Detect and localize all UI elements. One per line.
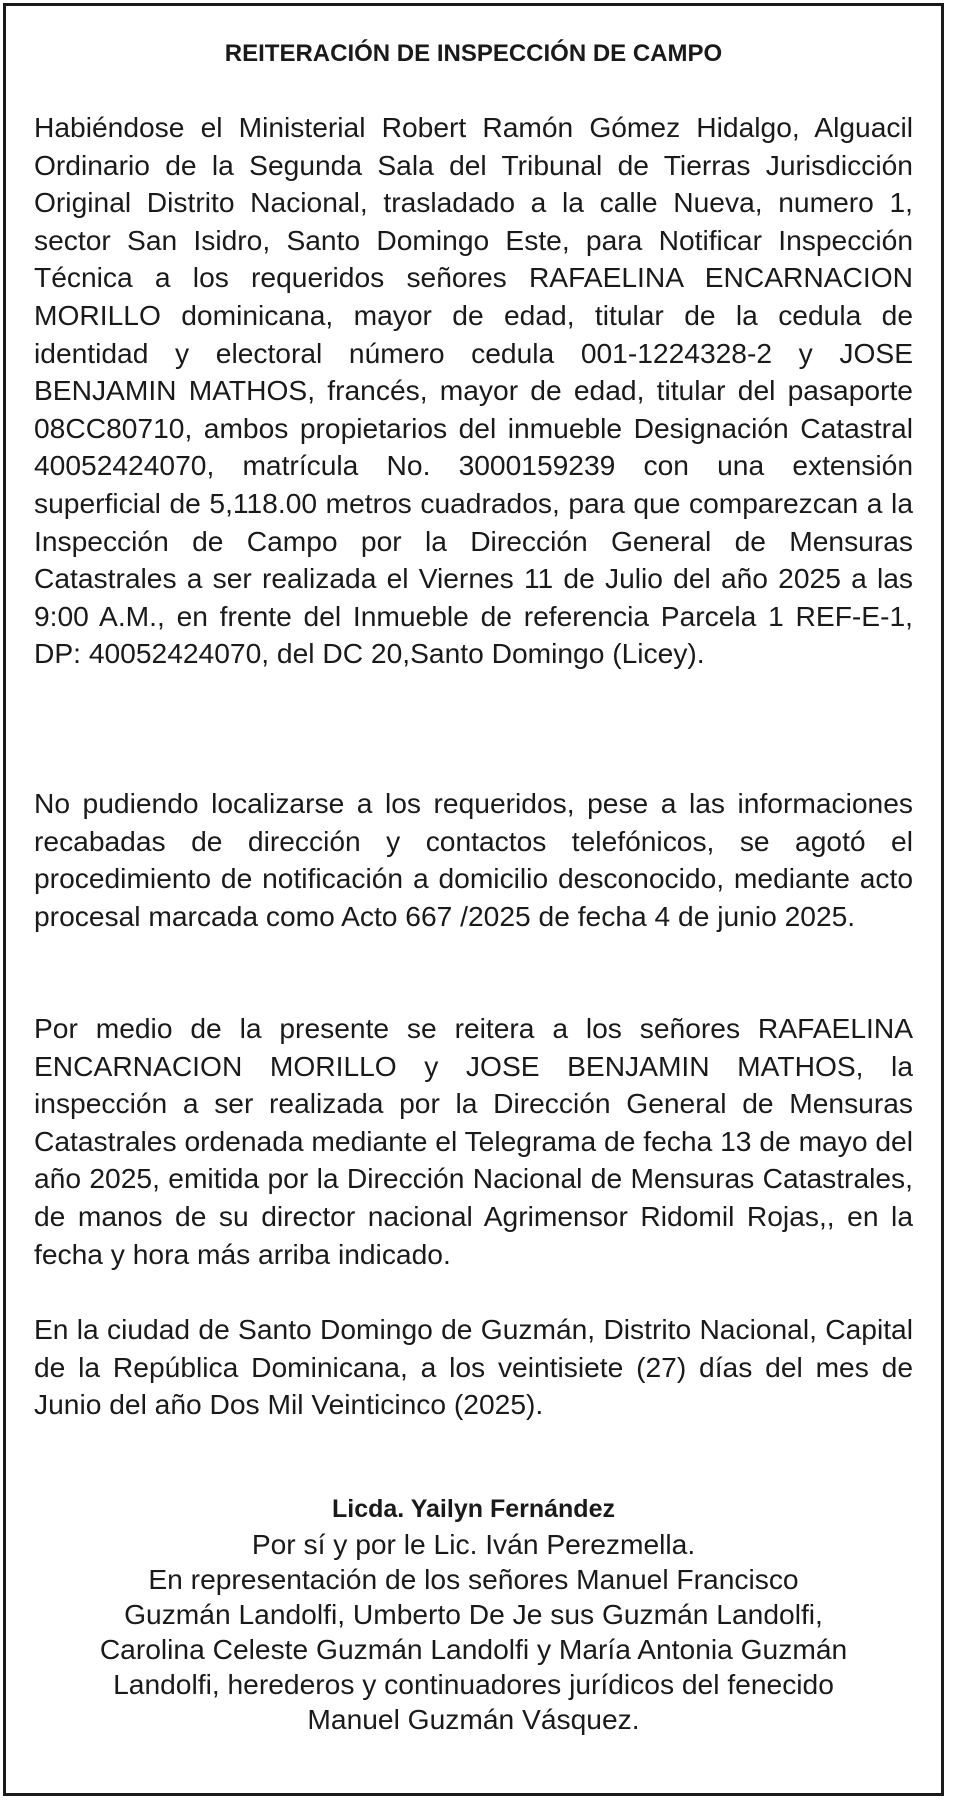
notice-title: REITERACIÓN DE INSPECCIÓN DE CAMPO: [224, 40, 723, 67]
signature-line: Por sí y por le Lic. Iván Perezmella.: [251, 1528, 696, 1560]
legal-notice: [3, 3, 944, 1796]
signature-block: [26, 1494, 921, 1737]
paragraph-unknown-domicile: No pudiendo localizarse a los requeridos, pese a las informaciones recabadas de dirección y contactos telefónicos, se agotó el procedimiento de notificación a domicilio desconocido, mediante acto procesal marcada como Acto 667 /2025 de fecha 4 de junio 2025.: [34, 787, 913, 932]
signature-line: Manuel Guzmán Vásquez.: [307, 1703, 640, 1735]
signature-line: En representación de los señores Manuel Francisco: [148, 1563, 799, 1595]
paragraph-place-date: En la ciudad de Santo Domingo de Guzmán, Distrito Nacional, Capital de la República Dominicana, a los veintisiete (27) días del mes de Junio del año Dos Mil Veinticinco (2025).: [34, 1313, 913, 1421]
paragraph-inspection-notification: Habiéndose el Ministerial Robert Ramón Gómez Hidalgo, Alguacil Ordinario de la Segunda Sala del Tribunal de Tierras Jurisdicción Original Distrito Nacional, trasladado a la calle Nueva, numero 1, sector San Isidro, Santo Domingo Este, para Notificar Inspección Técnica a los requeridos señores RAFAELINA ENCARNACION MORILLO dominicana, mayor de edad, titular de la cedula de identidad y electoral número cedula 001-1224328-2 y JOSE BENJAMIN MATHOS, francés, mayor de edad, titular del pasaporte 08CC80710, ambos propietarios del inmueble Designación Catastral 40052424070, matrícula No. 3000159239 con una extensión superficial de 5,118.00 metros cuadrados, para que comparezcan a la Inspección de Campo por la Dirección General de Mensuras Catastrales a ser realizada el Viernes 11 de Julio del año 2025 a las 9:00 A.M., en frente del Inmueble de referencia Parcela 1 REF-E-1, DP: 40052424070, del DC 20,Santo Domingo (Licey).: [34, 111, 913, 670]
signatory-name: Licda. Yailyn Fernández: [332, 1495, 615, 1523]
signature-line: Landolfi, herederos y continuadores jurídicos del fenecido: [113, 1668, 834, 1700]
signature-line: Guzmán Landolfi, Umberto De Je sus Guzmán Landolfi,: [124, 1598, 823, 1630]
paragraph-reiteration: Por medio de la presente se reitera a los señores RAFAELINA ENCARNACION MORILLO y JOSE BENJAMIN MATHOS, la inspección a ser realizada por la Dirección General de Mensuras Catastrales ordenada mediante el Telegrama de fecha 13 de mayo del año 2025, emitida por la Dirección Nacional de Mensuras Catastrales, de manos de su director nacional Agrimensor Ridomil Rojas,, en la fecha y hora más arriba indicado.: [34, 1012, 913, 1270]
signature-line: Carolina Celeste Guzmán Landolfi y María Antonia Guzmán: [99, 1633, 848, 1665]
